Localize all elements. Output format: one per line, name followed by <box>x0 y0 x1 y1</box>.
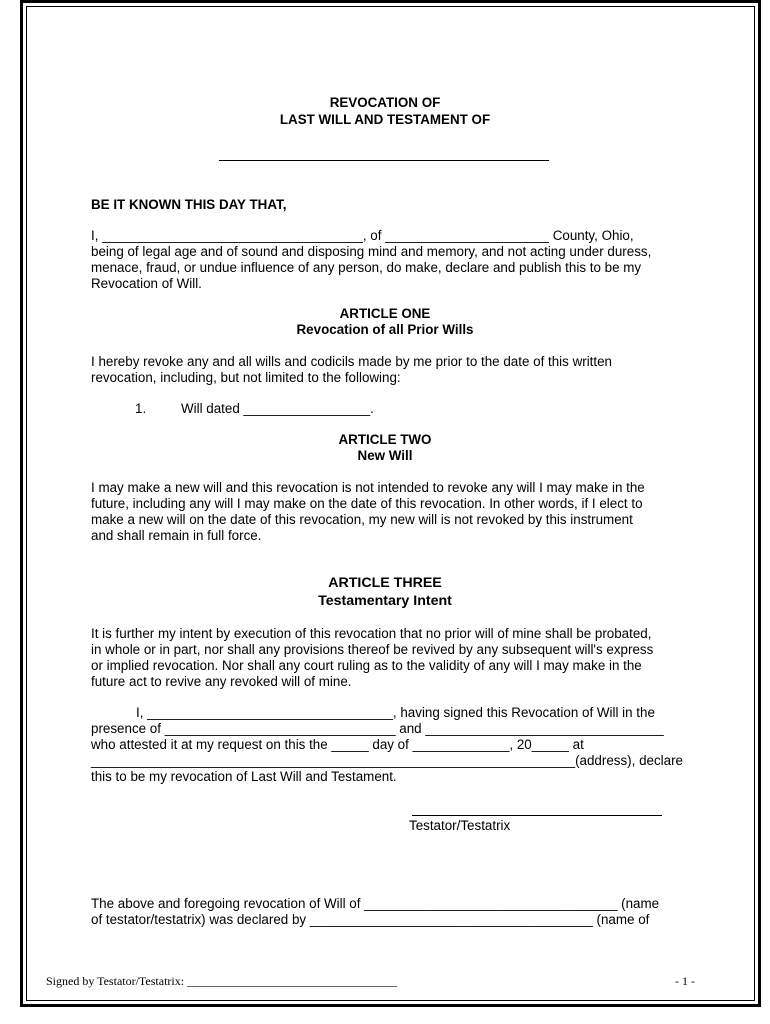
article-two-heading: ARTICLE TWO <box>338 432 432 447</box>
testator-name-line <box>219 160 549 161</box>
article-one-item-number: 1. <box>135 401 147 416</box>
attestation-line-5: this to be my revocation of Last Will and Testament. <box>91 769 397 784</box>
article-three-line-2: in whole or in part, nor shall any provisions thereof be revived by any subsequent will's express <box>91 642 654 657</box>
article-one-heading: ARTICLE ONE <box>339 306 431 321</box>
article-one-line-1: I hereby revoke any and all wills and codicils made by me prior to the date of this written <box>91 354 613 369</box>
attestation-line-2: presence of _______________________________ and ________________________________ <box>91 721 664 736</box>
intro-line-4: Revocation of Will. <box>91 276 202 291</box>
article-two-line-4: and shall remain in full force. <box>91 528 262 543</box>
signature-label: Testator/Testatrix <box>409 818 511 833</box>
article-one-subheading: Revocation of all Prior Wills <box>296 322 474 337</box>
attestation-line-1: I, _________________________________, having signed this Revocation of Will in the <box>136 705 655 720</box>
article-one-line-2: revocation, including, but not limited to the following: <box>91 370 401 385</box>
intro-heading: BE IT KNOWN THIS DAY THAT, <box>91 197 287 212</box>
article-two-line-1: I may make a new will and this revocation is not intended to revoke any will I may make in the <box>91 480 645 495</box>
article-three-line-3: or implied revocation. Nor shall any court ruling as to the validity of any will I may make in the <box>91 658 642 673</box>
article-three-subheading: Testamentary Intent <box>318 593 452 609</box>
intro-line-3: menace, fraud, or undue influence of any person, do make, declare and publish this to be my <box>91 260 642 275</box>
signature-line <box>412 815 662 816</box>
intro-line-1: I, ___________________________________, of ______________________ County, Ohio, <box>91 228 634 243</box>
title-line-2: LAST WILL AND TESTAMENT OF <box>279 112 491 127</box>
article-three-line-4: future act to revive any revoked will of mine. <box>91 674 352 689</box>
article-two-subheading: New Will <box>357 448 413 463</box>
footer-signed-by: Signed by Testator/Testatrix: ___________________________________ <box>46 974 398 988</box>
footer-page-number: - 1 - <box>675 974 695 988</box>
article-three-line-1: It is further my intent by execution of this revocation that no prior will of mine shall be probated, <box>91 626 652 641</box>
intro-line-2: being of legal age and of sound and disposing mind and memory, and not acting under duress, <box>91 244 652 259</box>
article-three-heading: ARTICLE THREE <box>328 575 442 591</box>
article-one-item-text: Will dated _________________. <box>181 401 374 416</box>
closing-line-1: The above and foregoing revocation of Will of __________________________________ (name <box>91 896 660 911</box>
title-line-1: REVOCATION OF <box>329 95 441 110</box>
article-two-line-2: future, including any will I may make on the date of this revocation. In other words, if I elect to <box>91 496 643 511</box>
attestation-line-3: who attested it at my request on this the _____ day of _____________, 20_____ at <box>91 737 584 752</box>
closing-line-2: of testator/testatrix) was declared by ______________________________________ (name of <box>91 912 650 927</box>
article-two-line-3: make a new will on the date of this revocation, my new will is not revoked by this instrument <box>91 512 633 527</box>
attestation-line-4: _________________________________________________________________(address), declare <box>91 753 683 768</box>
